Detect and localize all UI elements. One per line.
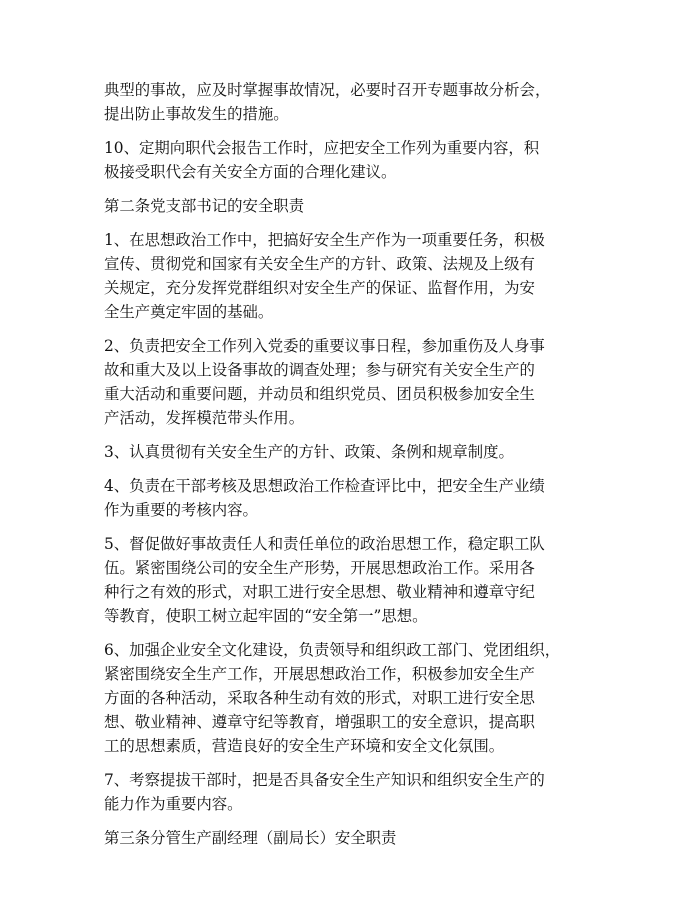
paragraph-item-6: 6、加强企业安全文化建设，负责领导和组织政工部门、党团组织， 紧密围绕安全生产工作，开展思想政治工作，积极参加安全生产 方面的各种活动，采取各种生动有效的形式，对职工进行安全思 想、敬业精神、遵章守纪等教育，增强职工的安全意识，提高职 工的思想素质，营造良好的安全生产环境和安全文化氛围。 <box>104 641 561 755</box>
section-heading-article-3: 第三条分管生产副经理（副局长）安全职责 <box>104 829 397 847</box>
paragraph-item-3: 3、认真贯彻有关安全生产的方针、政策、条例和规章制度。 <box>104 443 514 461</box>
paragraph-item-7: 7、考察提拔干部时，把是否具备安全生产知识和组织安全生产的 能力作为重要内容。 <box>104 771 545 813</box>
paragraph-item-10: 10、定期向职代会报告工作时，应把安全工作列为重要内容，积 极接受职代会有关安全方面的合理化建议。 <box>104 139 540 181</box>
paragraph-item-5: 5、督促做好事故责任人和责任单位的政治思想工作，稳定职工队 伍。紧密围绕公司的安全生产形势，开展思想政治工作。采用各 种行之有效的形式，对职工进行安全思想、敬业精神和遵章守纪 等教育，使职工树立起牢固的“安全第一”思想。 <box>104 535 545 625</box>
paragraph-accident-analysis: 典型的事故，应及时掌握事故情况，必要时召开专题事故分析会， 提出防止事故发生的措施。 <box>104 81 551 123</box>
paragraph-item-4: 4、负责在干部考核及思想政治工作检查评比中，把安全生产业绩 作为重要的考核内容。 <box>104 477 545 519</box>
paragraph-item-1: 1、在思想政治工作中，把搞好安全生产作为一项重要任务，积极 宣传、贯彻党和国家有关安全生产的方针、政策、法规及上级有 关规定，充分发挥党群组织对安全生产的保证、监督作用，为安 全生产奠定牢固的基础。 <box>104 231 545 321</box>
document-body <box>104 78 614 860</box>
paragraph-item-2: 2、负责把安全工作列入党委的重要议事日程，参加重伤及人身事 故和重大及以上设备事故的调查处理；参与研究有关安全生产的 重大活动和重要问题，并动员和组织党员、团员积极参加安全生 产活动，发挥模范带头作用。 <box>104 337 545 427</box>
section-heading-article-2: 第二条党支部书记的安全职责 <box>104 197 305 215</box>
